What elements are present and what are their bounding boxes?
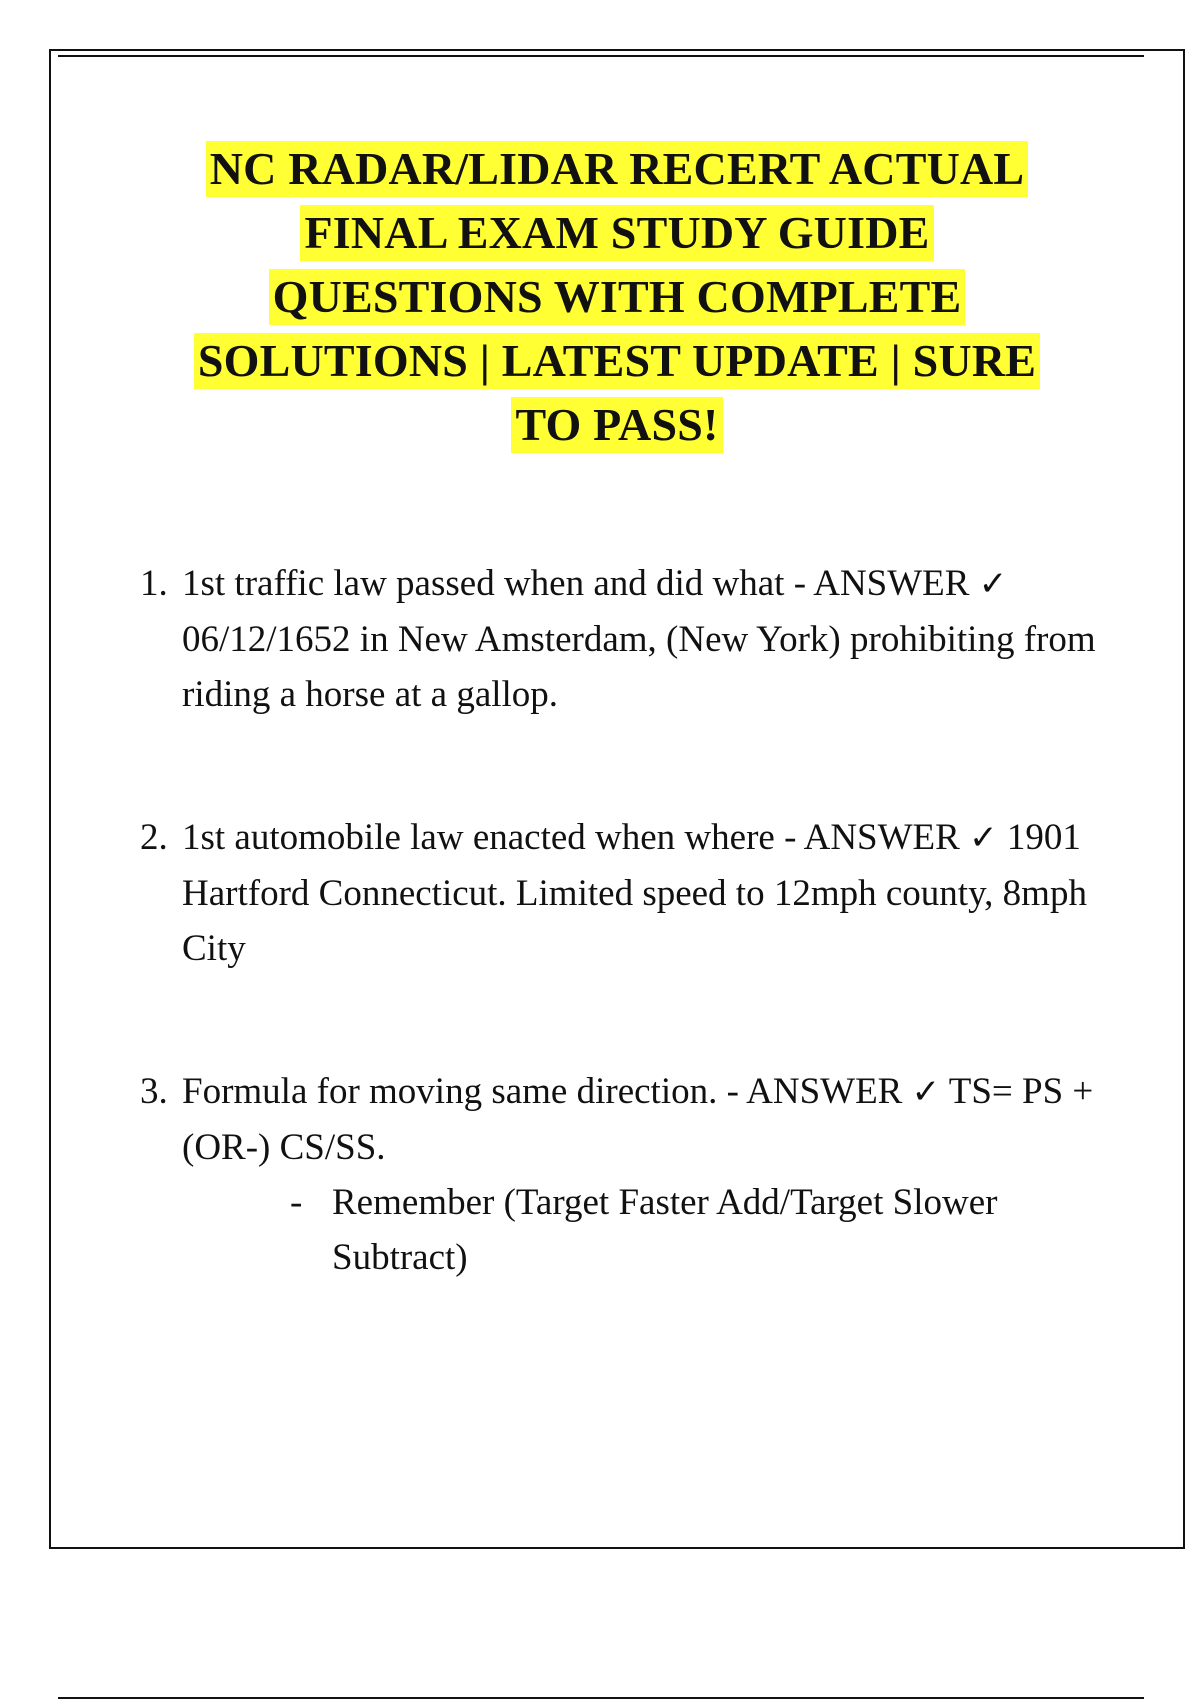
highlighted-title-text: FINAL EXAM STUDY GUIDE — [300, 205, 933, 261]
item-text — [182, 556, 1100, 722]
list-item — [140, 556, 1100, 722]
dash-marker: - — [290, 1182, 303, 1223]
item-number: 3. — [140, 1071, 168, 1112]
top-divider — [58, 55, 1144, 57]
title-line — [120, 333, 1114, 397]
highlighted-title-text: SOLUTIONS | LATEST UPDATE | SURE — [194, 333, 1040, 389]
sub-note-text: Remember (Target Faster Add/Target Slower Subtract) — [332, 1182, 998, 1278]
list-item — [140, 810, 1100, 976]
title-line — [120, 397, 1114, 461]
question-text: 1st automobile law enacted when where - ANSWER — [182, 817, 960, 858]
title-line — [120, 269, 1114, 333]
title-line — [120, 205, 1114, 269]
item-number: 2. — [140, 817, 168, 858]
check-icon: ✓ — [978, 564, 1008, 604]
highlighted-title-text: QUESTIONS WITH COMPLETE — [269, 269, 966, 325]
question-text: Formula for moving same direction. - ANSWER — [182, 1071, 903, 1112]
check-icon: ✓ — [969, 818, 998, 858]
question-text: 1st traffic law passed when and did what - ANSWER — [182, 563, 970, 604]
sub-note — [182, 1175, 1100, 1285]
answer-text: 1901 Hartford Connecticut. Limited speed to 12mph county, 8mph City — [182, 817, 1087, 969]
highlighted-title-text: TO PASS! — [511, 397, 722, 453]
item-number: 1. — [140, 563, 168, 604]
item-text — [182, 1064, 1100, 1175]
question-answer-list — [140, 556, 1100, 1285]
highlighted-title-text: NC RADAR/LIDAR RECERT ACTUAL — [206, 141, 1029, 197]
answer-text: TS= PS + (OR-) CS/SS. — [182, 1071, 1094, 1168]
answer-text: 06/12/1652 in New Amsterdam, (New York) prohibiting from riding a horse at a gallop. — [182, 619, 1096, 715]
bottom-divider — [58, 1697, 1144, 1699]
check-icon: ✓ — [911, 1072, 941, 1112]
list-item — [140, 1064, 1100, 1285]
document-title — [120, 141, 1114, 461]
title-line — [120, 141, 1114, 205]
item-text — [182, 810, 1100, 976]
